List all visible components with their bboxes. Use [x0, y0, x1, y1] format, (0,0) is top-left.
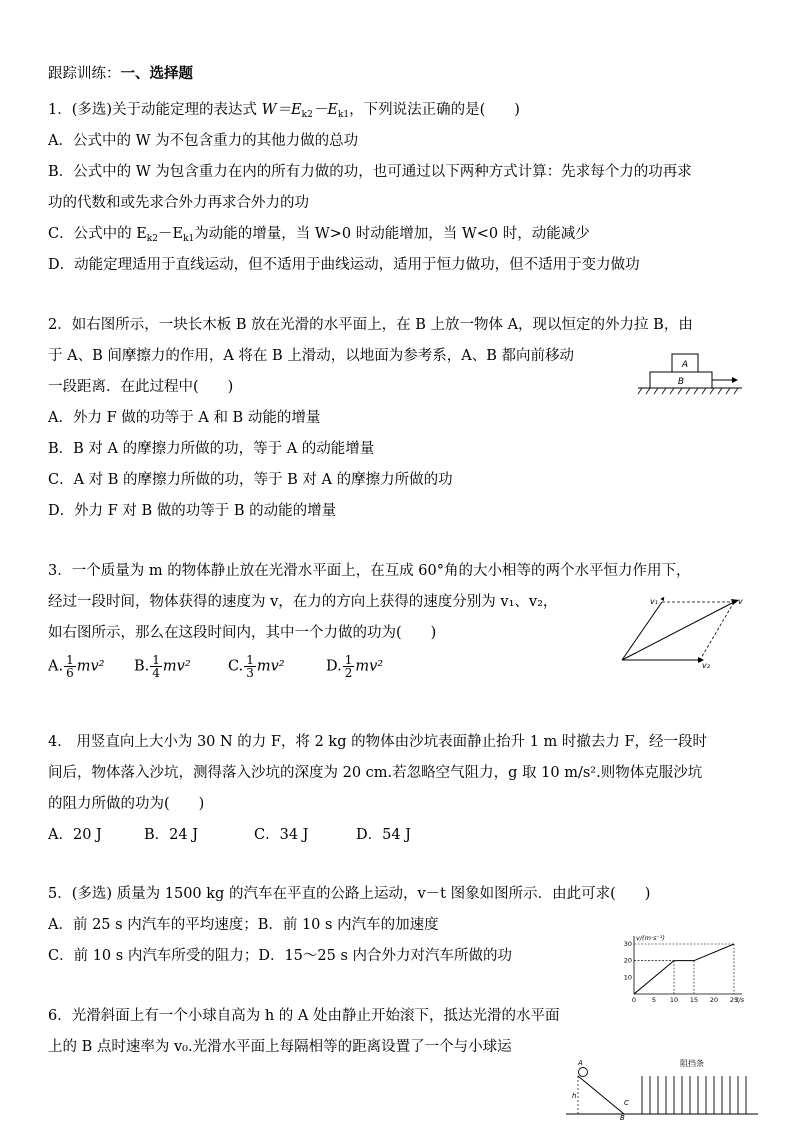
q3-option-d: D. $\frac{1}{2}$ mv²: [326, 653, 384, 680]
vt-guides: [634, 944, 734, 994]
q1-sub-k2: k2: [301, 110, 313, 120]
q1-stem: [48, 100, 520, 125]
v1-vector: [622, 602, 662, 660]
section-title: [48, 64, 193, 84]
ground-hatching: [638, 388, 738, 394]
vt-y-label: v/(m·s⁻¹): [636, 934, 665, 942]
vt-xtick-label: 0: [631, 996, 637, 1004]
q4-stem-line3: 的阻力所做的功为( ): [48, 796, 205, 812]
q1-stem-tail: ，下列说法正确的是( ): [349, 102, 520, 118]
q2-stem-line1: 2．如右图所示，一块长木板 B 放在光滑的水平面上，在 B 上放一物体 A，现以恒定的外力拉 B，由: [48, 317, 693, 333]
vt-xtick-label: 10: [669, 996, 679, 1004]
v1-label: v₁: [650, 597, 658, 606]
q2-option-c: C．A 对 B 的摩擦力所做的功，等于 B 对 A 的摩擦力所做的功: [48, 472, 453, 488]
vt-ytick-label: 20: [623, 956, 632, 965]
q6-stem-line2: 上的 B 点时速率为 v₀.光滑水平面上每隔相等的距离设置了一个与小球运: [48, 1039, 512, 1055]
v-vector: [622, 602, 734, 660]
vt-ytick-label: 30: [623, 940, 632, 948]
q4-option-d: D．54 J: [356, 827, 411, 843]
board-b-label: B: [677, 377, 685, 387]
ball: [579, 1068, 588, 1077]
section-title-main: 一、选择题: [120, 65, 193, 82]
vt-x-label: t/s: [736, 996, 745, 1004]
q3-option-c: C. $\frac{1}{3}$ mv²: [228, 653, 285, 680]
vt-series-line: [634, 944, 734, 994]
q1-option-c: [48, 224, 590, 249]
q5-option-ab: A．前 25 s 内汽车的平均速度；B．前 10 s 内汽车的加速度: [48, 917, 439, 933]
q1-formula-w: W＝E: [261, 102, 302, 118]
q1-sub-k1: k1: [337, 110, 350, 120]
barrier-label: 阻挡条: [680, 1059, 704, 1068]
q1-c-sub-k2: k2: [146, 234, 158, 244]
q2-option-b: B．B 对 A 的摩擦力所做的功，等于 A 的动能增量: [48, 441, 375, 457]
q3-stem-line1: 3．一个质量为 m 的物体静止放在光滑水平面上，在互成 60°角的大小相等的两个水平恒力作用下，: [48, 563, 691, 579]
vt-xtick-label: 20: [709, 996, 719, 1004]
q4-option-c: C．34 J: [254, 827, 309, 843]
q6-incline-figure: [566, 1056, 762, 1120]
q2-blocks-figure: [636, 348, 744, 396]
vt-xtick-label: 5: [651, 996, 657, 1004]
q1-stem-text: 1．(多选)关于动能定理的表达式: [48, 102, 262, 118]
q2-option-d: D．外力 F 对 B 做的功等于 B 的动能的增量: [48, 503, 337, 519]
q5-stem-line1: 5．(多选) 质量为 1500 kg 的汽车在平直的公路上运动，v－t 图象如图所示．由此可求( ): [48, 886, 651, 902]
q4-option-a: A．20 J: [48, 827, 102, 843]
incline-surface: [578, 1076, 624, 1114]
v1-arrowhead: [660, 596, 666, 602]
q2-stem-line3: 一段距离．在此过程中( ): [48, 379, 234, 395]
q1-option-d: D．动能定理适用于直线运动，但不适用于曲线运动，适用于恒力做功，但不适用于变力做功: [48, 257, 640, 273]
q1-option-b-line2: 功的代数和或先求合外力再求合外力的功: [48, 195, 309, 211]
vt-xtick-label: 15: [689, 996, 699, 1004]
q3-option-a: A. $\frac{1}{6}$ mv²: [48, 653, 105, 680]
point-b-label: B: [620, 1114, 625, 1122]
q1-option-b-line1: B．公式中的 W 为包含重力在内的所有力做的功，也可通过以下两种方式计算：先求每个力的功再求: [48, 164, 692, 180]
point-c-label: C: [624, 1099, 629, 1107]
q1-c-post: 为动能的增量，当 W>0 时动能增加，当 W<0 时，动能减少: [194, 226, 590, 242]
q1-option-a: A．公式中的 W 为不包含重力的其他力做的总功: [48, 133, 359, 149]
q5-option-cd: C．前 10 s 内汽车所受的阻力；D．15～25 s 内合外力对汽车所做的功: [48, 948, 512, 964]
q4-option-b: B．24 J: [144, 827, 199, 843]
force-arrowhead: [732, 377, 738, 383]
q1-c-sub-k1: k1: [183, 234, 195, 244]
section-title-prefix: 跟踪训练：: [48, 66, 121, 82]
q6-stem-line1: 6．光滑斜面上有一个小球自高为 h 的 A 处由静止开始滚下，抵达光滑的水平面: [48, 1008, 560, 1024]
v2-label: v₂: [702, 661, 710, 670]
barrier-strips: [642, 1076, 746, 1114]
q4-stem-line2: 间后，物体落入沙坑，测得落入沙坑的深度为 20 cm.若忽略空气阻力，g 取 10 m/s².则物体克服沙坑: [48, 765, 703, 781]
vt-ytick-label: 10: [623, 973, 632, 982]
vt-chart: [620, 928, 746, 1004]
q3-option-b: B. $\frac{1}{4}$ mv²: [134, 653, 191, 680]
point-a-label: A: [578, 1059, 583, 1067]
vt-xtick-label: 25: [729, 996, 739, 1004]
q2-stem-line2: 于 A、B 间摩擦力的作用，A 将在 B 上滑动，以地面为参考系，A、B 都向前移动: [48, 348, 575, 364]
v-label: v: [738, 597, 743, 606]
height-label: h: [572, 1092, 577, 1100]
q3-stem-line2: 经过一段时间，物体获得的速度为 v，在力的方向上获得的速度分别为 v₁、v₂，: [48, 594, 558, 610]
q4-stem-line1: 4． 用竖直向上大小为 30 N 的力 F，将 2 kg 的物体由沙坑表面静止抬升 1 m 时撤去力 F，经一段时: [48, 734, 708, 750]
q1-c-mid: －E: [157, 226, 184, 242]
q2-option-a: A．外力 F 做的功等于 A 和 B 动能的增量: [48, 410, 321, 426]
q1-c-pre: C．公式中的 E: [48, 226, 147, 242]
block-a-label: A: [681, 360, 689, 370]
q1-formula-minus: －E: [312, 102, 338, 118]
q3-stem-line3: 如右图所示，那么在这段时间内，其中一个力做的功为( ): [48, 625, 437, 641]
q3-velocity-figure: [618, 592, 748, 668]
